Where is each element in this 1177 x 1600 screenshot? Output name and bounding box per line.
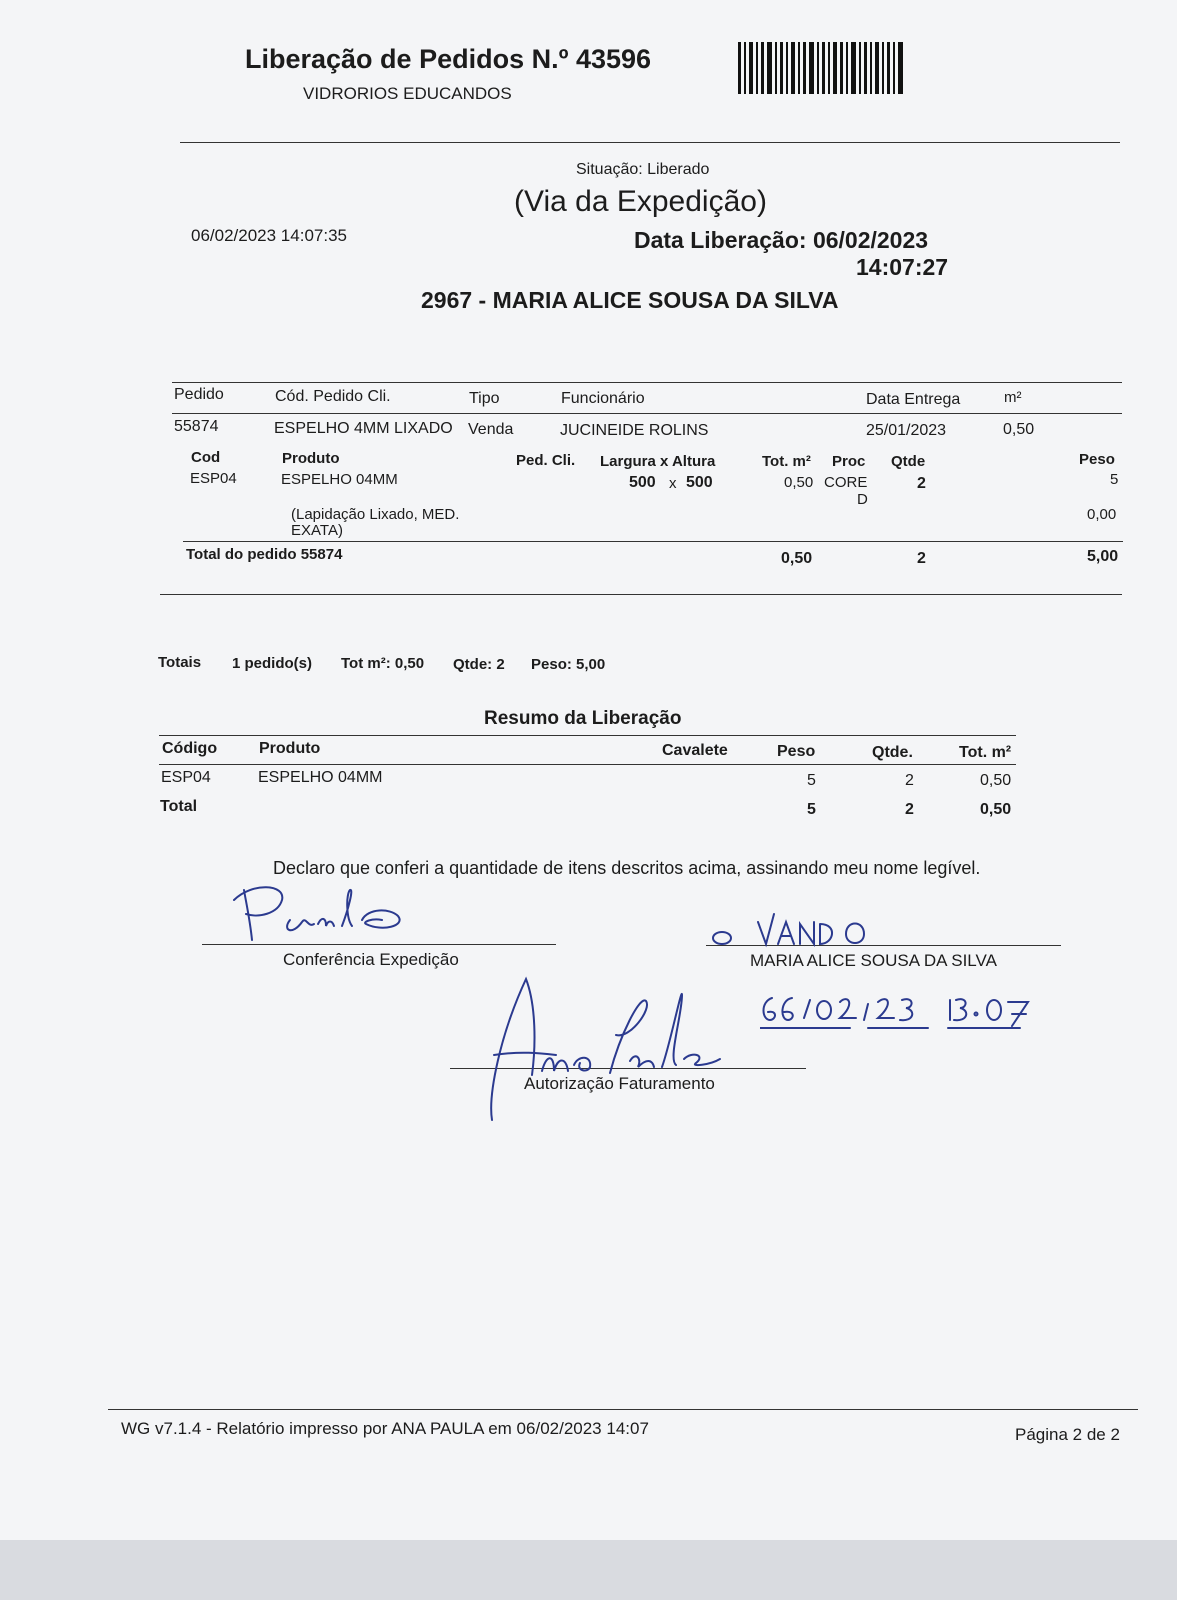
divider <box>172 413 1122 414</box>
declaration-text: Declaro que conferi a quantidade de itens descritos acima, assinando meu nome legível. <box>273 858 981 878</box>
summary-col-qtde: Qtde. <box>872 744 913 761</box>
item-col-qtde: Qtde <box>891 453 926 470</box>
item-col-peso: Peso <box>1079 451 1115 468</box>
order-total-label: Total do pedido 55874 <box>186 546 343 563</box>
item-col-produto: Produto <box>282 450 340 467</box>
totals-qtde: Qtde: 2 <box>453 656 505 673</box>
item-col-tot-m2: Tot. m² <box>762 453 811 470</box>
item-proc-cont: D <box>857 491 868 508</box>
item-produto: ESPELHO 04MM <box>281 471 398 488</box>
order-total-qtde: 2 <box>917 550 926 567</box>
item-note-cont: EXATA) <box>291 522 343 539</box>
release-time: 14:07:27 <box>856 254 949 280</box>
summary-col-produto: Produto <box>259 740 321 757</box>
item-note: (Lapidação Lixado, MED. <box>291 506 460 523</box>
status-text: Situação: Liberado <box>576 161 710 178</box>
item-cod: ESP04 <box>190 470 237 487</box>
client-signature-label: MARIA ALICE SOUSA DA SILVA <box>750 951 997 970</box>
item-qtde: 2 <box>917 475 926 492</box>
autorizacao-label: Autorização Faturamento <box>524 1074 715 1093</box>
col-pedido: Pedido <box>174 386 224 403</box>
item-note-peso: 0,00 <box>1087 506 1117 523</box>
summary-total-m2: 0,50 <box>980 801 1012 818</box>
copy-type: (Via da Expedição) <box>514 185 767 218</box>
divider <box>160 594 1122 595</box>
item-col-largura-altura: Largura x Altura <box>600 453 716 470</box>
item-tot-m2: 0,50 <box>784 474 814 491</box>
col-funcionario: Funcionário <box>561 390 645 407</box>
summary-tot-m2: 0,50 <box>980 772 1012 789</box>
summary-col-peso: Peso <box>777 743 816 760</box>
cell-pedido: 55874 <box>174 418 219 435</box>
item-x: x <box>669 475 677 492</box>
divider <box>180 142 1120 143</box>
divider <box>159 735 1016 736</box>
summary-col-cavalete: Cavalete <box>662 742 728 759</box>
item-largura: 500 <box>629 474 656 491</box>
divider <box>108 1409 1138 1410</box>
cell-m2: 0,50 <box>1003 421 1035 438</box>
barcode <box>738 42 905 94</box>
item-proc: CORE <box>824 474 868 491</box>
col-tipo: Tipo <box>469 390 500 407</box>
col-cod-pedido-cli: Cód. Pedido Cli. <box>275 388 391 405</box>
summary-total-label: Total <box>160 798 198 815</box>
conferencia-label: Conferência Expedição <box>283 950 459 969</box>
col-data-entrega: Data Entrega <box>866 391 961 408</box>
print-datetime: 06/02/2023 14:07:35 <box>191 226 347 245</box>
signature-paulo <box>222 880 462 950</box>
summary-col-tot-m2: Tot. m² <box>959 744 1012 761</box>
signature-ana-paula <box>470 975 730 1125</box>
cell-tipo: Venda <box>468 421 514 438</box>
item-peso: 5 <box>1110 471 1119 488</box>
handwritten-date <box>760 990 1060 1035</box>
totals-pedidos: 1 pedido(s) <box>232 655 313 672</box>
item-col-ped-cli: Ped. Cli. <box>516 452 576 469</box>
summary-col-codigo: Código <box>162 740 218 757</box>
summary-total-peso: 5 <box>807 801 816 818</box>
footer-report-info: WG v7.1.4 - Relatório impresso por ANA PAULA em 06/02/2023 14:07 <box>121 1419 649 1438</box>
item-col-cod: Cod <box>191 449 221 466</box>
item-col-proc: Proc <box>832 453 866 470</box>
signature-vando <box>708 910 878 950</box>
summary-peso: 5 <box>807 772 816 789</box>
cell-funcionario: JUCINEIDE ROLINS <box>560 422 709 439</box>
summary-title: Resumo da Liberação <box>484 708 682 729</box>
underlying-page <box>0 1540 1177 1600</box>
item-altura: 500 <box>686 474 713 491</box>
divider <box>159 764 1016 765</box>
totals-m2: Tot m²: 0,50 <box>341 655 425 672</box>
summary-codigo: ESP04 <box>161 769 211 786</box>
page-number: Página 2 de 2 <box>1015 1425 1120 1444</box>
company-name: VIDRORIOS EDUCANDOS <box>303 84 512 103</box>
cell-cod-pedido-cli: ESPELHO 4MM LIXADO <box>274 420 453 437</box>
col-m2: m² <box>1004 389 1022 406</box>
totals-label: Totais <box>158 654 202 671</box>
order-total-m2: 0,50 <box>781 550 813 567</box>
summary-qtde: 2 <box>905 772 914 789</box>
summary-produto: ESPELHO 04MM <box>258 769 383 786</box>
divider <box>183 541 1123 542</box>
cell-data-entrega: 25/01/2023 <box>866 422 947 439</box>
document-title: Liberação de Pedidos N.º 43596 <box>245 44 652 74</box>
order-total-peso: 5,00 <box>1087 548 1119 565</box>
client-name: 2967 - MARIA ALICE SOUSA DA SILVA <box>421 287 839 313</box>
release-date: Data Liberação: 06/02/2023 <box>634 227 929 253</box>
summary-total-qtde: 2 <box>905 801 914 818</box>
totals-peso: Peso: 5,00 <box>531 656 606 673</box>
divider <box>172 382 1122 383</box>
